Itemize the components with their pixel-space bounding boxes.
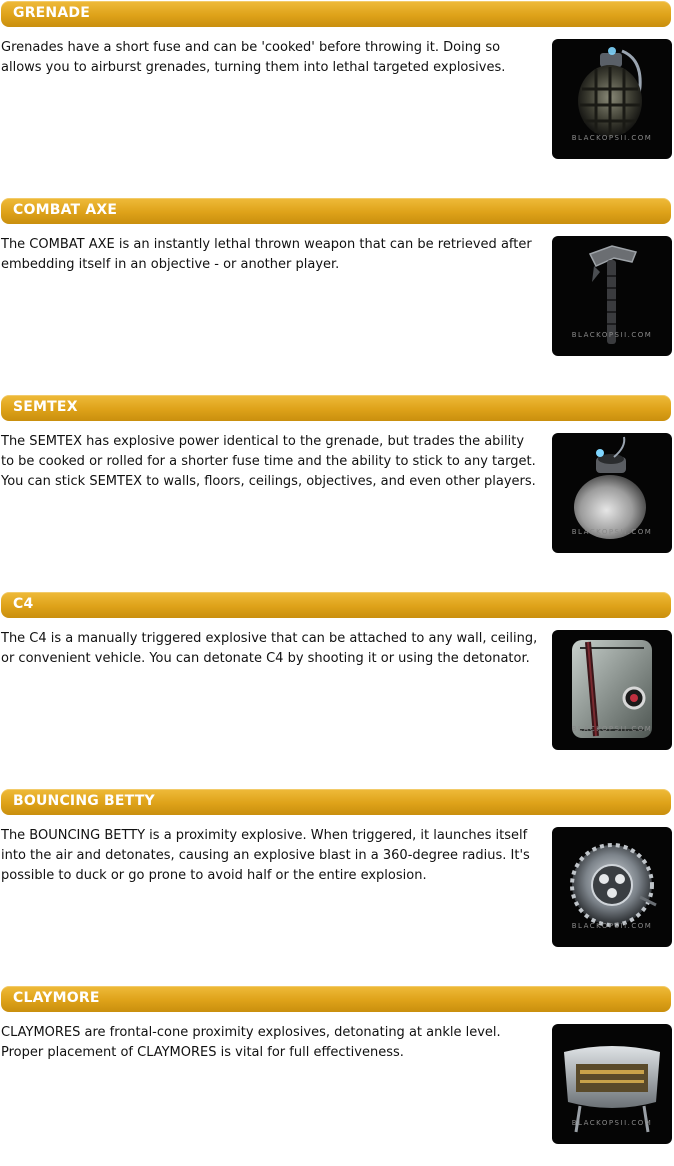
watermark: BLACKOPSII.COM bbox=[571, 725, 653, 733]
equipment-section-semtex bbox=[0, 395, 674, 575]
semtex-thumbnail bbox=[552, 433, 672, 553]
section-title: GRENADE bbox=[13, 5, 90, 21]
equipment-section-c4 bbox=[0, 592, 674, 772]
watermark: BLACKOPSII.COM bbox=[571, 1119, 653, 1127]
section-title: BOUNCING BETTY bbox=[13, 793, 155, 809]
equipment-section-claymore bbox=[0, 986, 674, 1166]
section-header bbox=[1, 592, 671, 618]
watermark: BLACKOPSII.COM bbox=[571, 922, 653, 930]
watermark: BLACKOPSII.COM bbox=[571, 331, 653, 339]
grenade-thumbnail bbox=[552, 39, 672, 159]
section-title: COMBAT AXE bbox=[13, 202, 118, 218]
section-header bbox=[1, 395, 671, 421]
watermark: BLACKOPSII.COM bbox=[571, 134, 653, 142]
section-header bbox=[1, 986, 671, 1012]
section-description: Grenades have a short fuse and can be 'cooked' before throwing it. Doing so allows you to airburst grenades, turning them into lethal targeted explosives. bbox=[1, 40, 506, 75]
equipment-section-grenade bbox=[0, 1, 674, 181]
combat-axe-thumbnail bbox=[552, 236, 672, 356]
section-header bbox=[1, 198, 671, 224]
watermark: BLACKOPSII.COM bbox=[571, 528, 653, 536]
c4-thumbnail bbox=[552, 630, 672, 750]
claymore-thumbnail bbox=[552, 1024, 672, 1144]
bouncing-betty-thumbnail bbox=[552, 827, 672, 947]
section-description: CLAYMORES are frontal-cone proximity explosives, detonating at ankle level. Proper placement of CLAYMORES is vital for full effectiveness. bbox=[1, 1025, 501, 1060]
equipment-section-bouncing-betty bbox=[0, 789, 674, 969]
section-title: SEMTEX bbox=[13, 399, 78, 415]
section-description: The C4 is a manually triggered explosive that can be attached to any wall, ceiling, or convenient vehicle. You can detonate C4 by shooting it or using the detonator. bbox=[1, 631, 538, 666]
section-title: C4 bbox=[13, 596, 34, 612]
equipment-section-combat-axe bbox=[0, 198, 674, 378]
section-description: The BOUNCING BETTY is a proximity explosive. When triggered, it launches itself into the air and detonates, causing an explosive blast in a 360-degree radius. It's possible to duck or go prone to avoid half or the entire explosion. bbox=[1, 828, 530, 883]
section-description: The SEMTEX has explosive power identical to the grenade, but trades the ability to be cooked or rolled for a shorter fuse time and the ability to stick to any target. You can stick SEMTEX to walls, floors, ceilings, objectives, and even other players. bbox=[1, 434, 536, 489]
section-header bbox=[1, 1, 671, 27]
section-title: CLAYMORE bbox=[13, 990, 100, 1006]
section-description: The COMBAT AXE is an instantly lethal thrown weapon that can be retrieved after embedding itself in an objective - or another player. bbox=[1, 237, 532, 272]
section-header bbox=[1, 789, 671, 815]
